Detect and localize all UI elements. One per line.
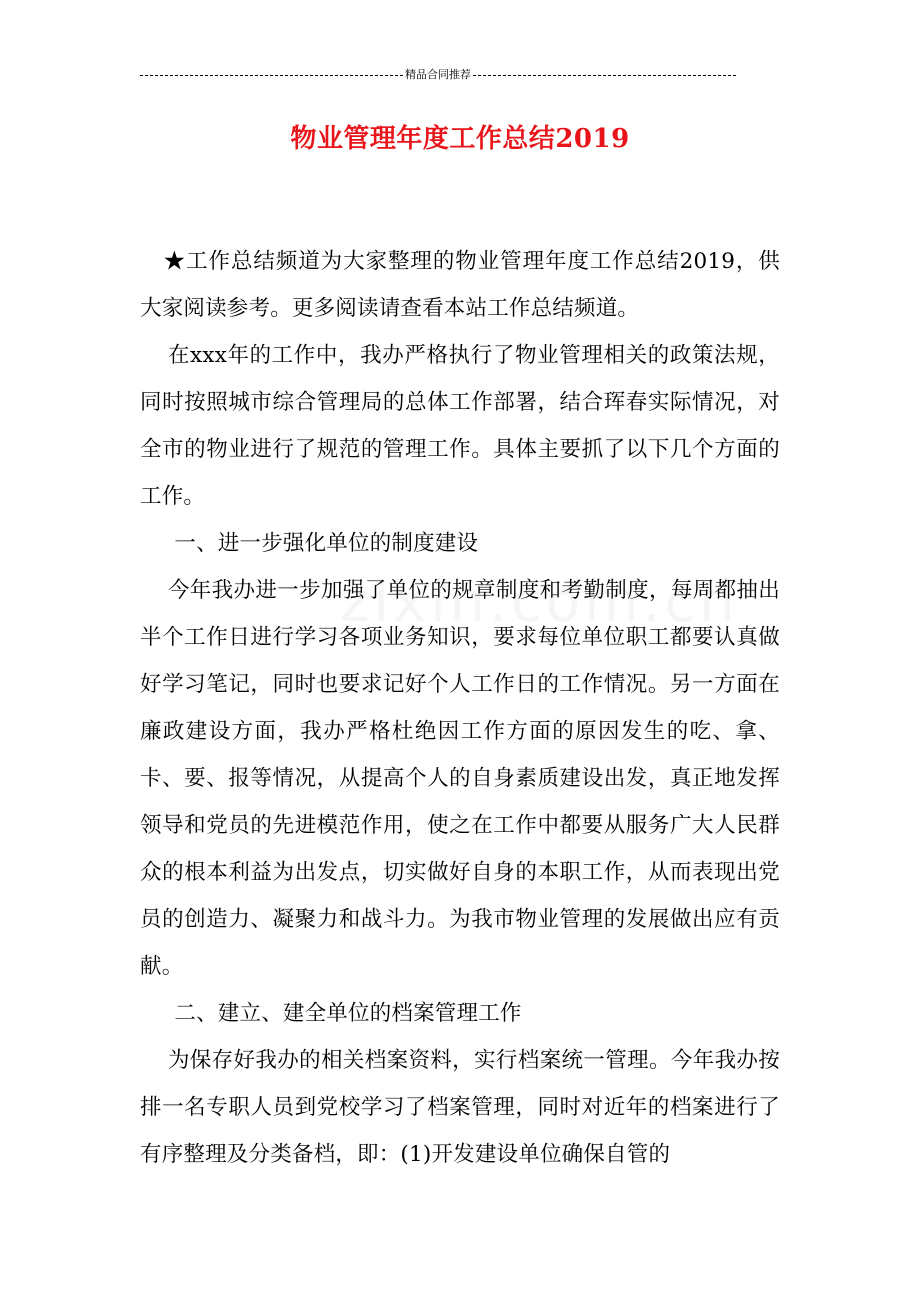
overview-paragraph: 在xxx年的工作中，我办严格执行了物业管理相关的政策法规，同时按照城市综合管理局的总体工作部署，结合珲春实际情况，对全市的物业进行了规范的管理工作。具体主要抓了以下几个方面的工作。: [140, 343, 780, 509]
section-2-paragraph: 为保存好我办的相关档案资料，实行档案统一管理。今年我办按排一名专职人员到党校学习了档案管理，同时对近年的档案进行了有序整理及分类备档，即：(1)开发建设单位确保自管的: [140, 1048, 780, 1167]
document-body: [140, 238, 780, 1178]
header-dash-left: [140, 75, 403, 76]
section-heading-1: 一、进一步强化单位的制度建设: [174, 531, 479, 556]
document-title: 物业管理年度工作总结2019: [290, 124, 630, 154]
intro-paragraph: ★工作总结频道为大家整理的物业管理年度工作总结2019，供大家阅读参考。更多阅读请查看本站工作总结频道。: [140, 249, 780, 321]
header-dash-right: [473, 75, 736, 76]
section-heading-2: 二、建立、建全单位的档案管理工作: [174, 1001, 522, 1026]
header-label: 精品合同推荐: [405, 68, 471, 81]
page-header: [140, 66, 736, 82]
section-1-paragraph: 今年我办进一步加强了单位的规章制度和考勤制度，每周都抽出半个工作日进行学习各项业务知识，要求每位单位职工都要认真做好学习笔记，同时也要求记好个人工作日的工作情况。另一方面在廉政建设方面，我办严格杜绝因工作方面的原因发生的吃、拿、卡、要、报等情况，从提高个人的自身素质建设出发，真正地发挥领导和党员的先进模范作用，使之在工作中都要从服务广大人民群众的根本利益为出发点，切实做好自身的本职工作，从而表现出党员的创造力、凝聚力和战斗力。为我市物业管理的发展做出应有贡献。: [140, 578, 780, 979]
